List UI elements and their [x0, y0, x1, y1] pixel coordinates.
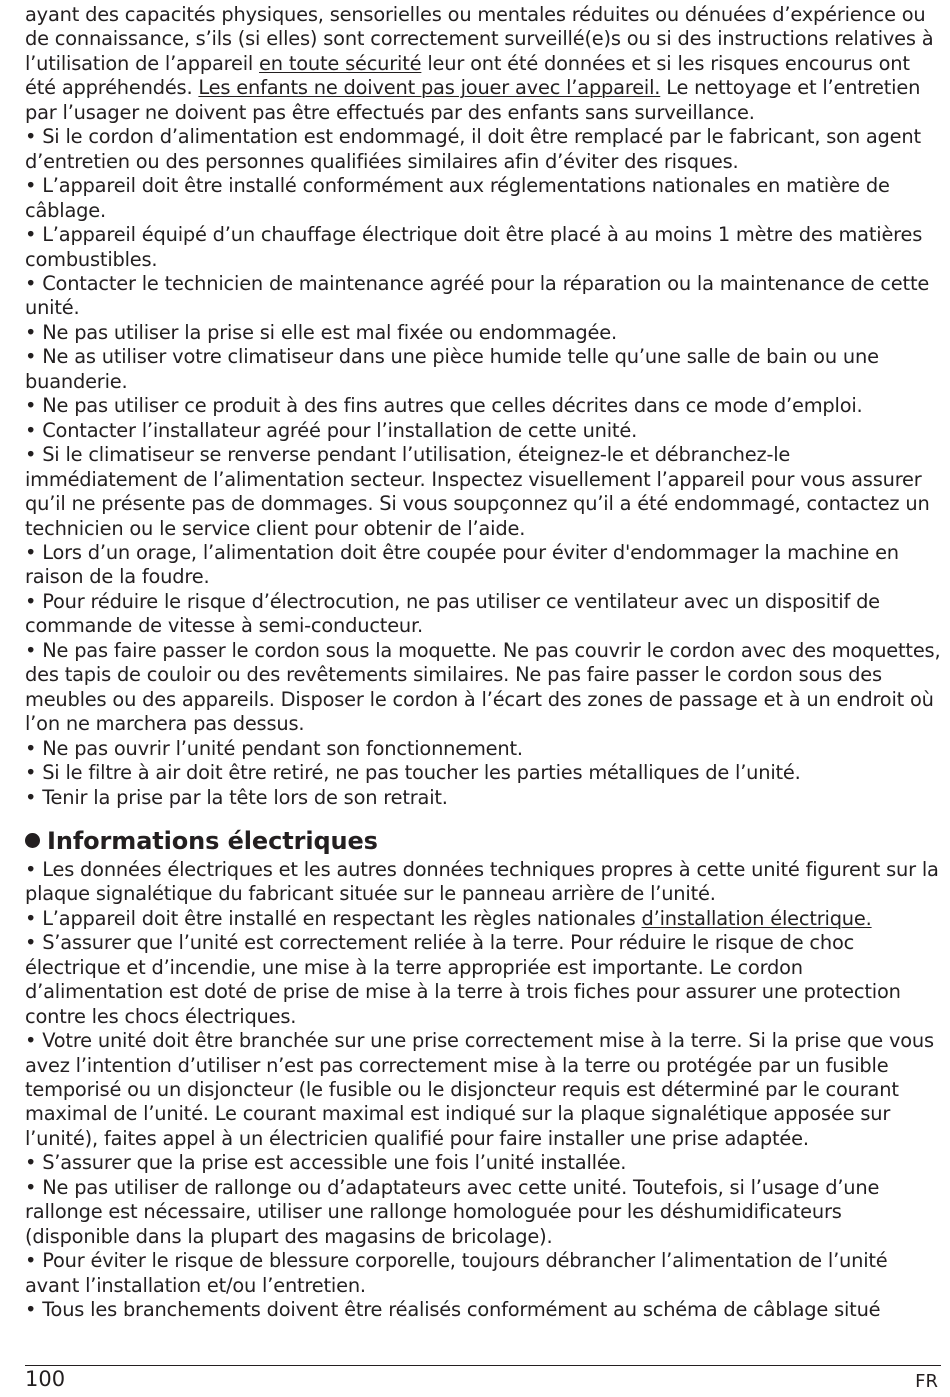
electrical-list: [25, 858, 941, 1323]
safety-list: [25, 125, 941, 810]
language-code: FR: [915, 1371, 938, 1392]
paragraph-text: leur ont été données et si les risques encourus ont été appréhendés.: [25, 51, 910, 100]
list-item: • Si le cordon d’alimentation est endommagé, il doit être remplacé par le fabricant, son agent d’entretien ou des personnes qualifiées similaires afin d’éviter des risques.: [25, 125, 921, 173]
underlined-warning: Les enfants ne doivent pas jouer avec l’appareil.: [198, 76, 661, 100]
underlined-phrase: d’installation électrique.: [641, 906, 872, 930]
page-number: 100: [25, 1367, 66, 1391]
list-item-text: • L’appareil doit être installé en respectant les règles nationales: [25, 906, 642, 930]
list-item: • Tenir la prise par la tête lors de son retrait.: [25, 785, 448, 809]
safety-paragraph-continued: [25, 3, 941, 125]
list-item: • Ne as utiliser votre climatiseur dans une pièce humide telle qu’une salle de bain ou une buanderie.: [25, 345, 879, 393]
list-item: • Les données électriques et les autres données techniques propres à cette unité figurent sur la plaque signalétique du fabricant située sur le panneau arrière de l’unité.: [25, 857, 939, 906]
paragraph-text: Le nettoyage et l’entretien par l’usager ne doivent pas être effectués par des enfants sans surveillance.: [25, 76, 921, 124]
list-item: • Pour réduire le risque d’électrocution, ne pas utiliser ce ventilateur avec un dispositif de commande de vitesse à semi-conducteur.: [25, 589, 880, 638]
list-item: • Contacter l’installateur agréé pour l’installation de cette unité.: [25, 418, 638, 442]
list-item: • L’appareil équipé d’un chauffage électrique doit être placé à au moins 1 mètre des matières combustibles.: [25, 223, 923, 271]
list-item: • Ne pas ouvrir l’unité pendant son fonctionnement.: [25, 736, 523, 760]
list-item: • Pour éviter le risque de blessure corporelle, toujours débrancher l’alimentation de l’unité avant l’installation et/ou l’entretien.: [25, 1249, 888, 1297]
list-item: • Tous les branchements doivent être réalisés conformément au schéma de câblage situé: [25, 1298, 881, 1322]
paragraph-text: ayant des capacités physiques, sensorielles ou mentales réduites ou dénuées d’expérience ou de connaissance, s’ils (si elles) sont correctement surveillé(e)s ou si des instructions relatives à l’utilisation de l’appareil: [25, 3, 934, 75]
section-spacer: [25, 810, 941, 825]
section-heading-text: Informations électriques: [47, 826, 378, 855]
list-item: • L’appareil doit être installé conformément aux réglementations nationales en matière de câblage.: [25, 174, 890, 222]
list-item: • Si le filtre à air doit être retiré, ne pas toucher les parties métalliques de l’unité.: [25, 761, 801, 785]
bullet-dot-icon: [25, 833, 40, 848]
list-item: • Si le climatiseur se renverse pendant l’utilisation, éteignez-le et débranchez-le immédiatement de l’alimentation secteur. Inspectez visuellement l’appareil pour vous assurer qu’il ne présente pas de dommages. Si vous soupçonnez qu’il a été endommagé, contactez un technicien ou le service client pour obtenir de l’aide.: [25, 443, 930, 540]
list-item: • S’assurer que l’unité est correctement reliée à la terre. Pour réduire le risque de choc électrique et d’incendie, une mise à la terre appropriée est importante. Le cordon d’alimentation est doté de prise de mise à la terre à trois fiches pour assurer une protection contre les chocs électriques.: [25, 931, 901, 1028]
section-heading: [25, 825, 941, 858]
footer-divider: [25, 1365, 941, 1366]
list-item: • Votre unité doit être branchée sur une prise correctement mise à la terre. Si la prise que vous avez l’intention d’utiliser n’est pas correctement mise à la terre ou protégée par un fusible temporisé ou un disjoncteur (le fusible ou le disjoncteur requis est déterminé par le courant maximal de l’unité. Le courant maximal est indiqué sur la plaque signalétique apposée sur l’unité), faites appel à un électricien qualifié pour faire installer une prise adaptée.: [25, 1029, 934, 1150]
list-item: • S’assurer que la prise est accessible une fois l’unité installée.: [25, 1151, 627, 1175]
manual-page-body: [25, 3, 941, 1323]
list-item: [25, 907, 941, 931]
list-item: • Ne pas faire passer le cordon sous la moquette. Ne pas couvrir le cordon avec des moquettes, des tapis de couloir ou des revêtements similaires. Ne pas faire passer le cordon sous des meubles ou des appareils. Disposer le cordon à l’écart des zones de passage et à un endroit où l’on ne marchera pas dessus.: [25, 638, 941, 736]
list-item: • Lors d’un orage, l’alimentation doit être coupée pour éviter d'endommager la machine en raison de la foudre.: [25, 540, 899, 589]
list-item: • Ne pas utiliser ce produit à des fins autres que celles décrites dans ce mode d’emploi.: [25, 394, 863, 418]
list-item: • Ne pas utiliser de rallonge ou d’adaptateurs avec cette unité. Toutefois, si l’usage d’une rallonge est nécessaire, utiliser une rallonge homologuée pour les déshumidificateurs (disponible dans la plupart des magasins de bricolage).: [25, 1175, 880, 1248]
underlined-phrase: en toute sécurité: [259, 51, 422, 75]
list-item: • Ne pas utiliser la prise si elle est mal fixée ou endommagée.: [25, 320, 617, 344]
list-item: • Contacter le technicien de maintenance agréé pour la réparation ou la maintenance de cette unité.: [25, 271, 930, 320]
